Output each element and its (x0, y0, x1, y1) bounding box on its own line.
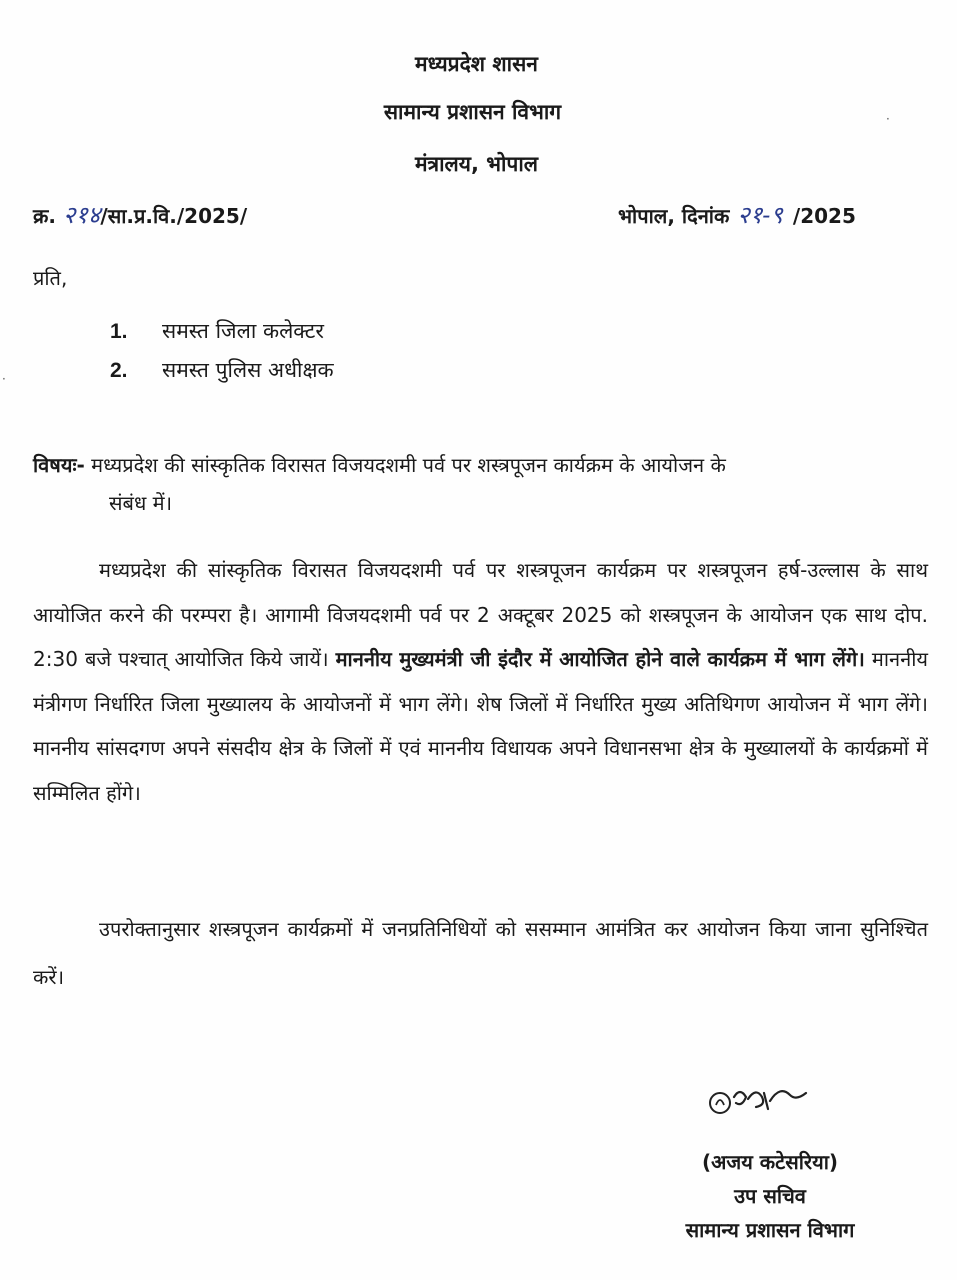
signatory-block (620, 1145, 920, 1247)
reference-suffix: /सा.प्र.वि./2025/ (100, 204, 248, 228)
recipient-text: समस्त पुलिस अधीक्षक (162, 358, 334, 382)
recipient-text: समस्त जिला कलेक्टर (162, 319, 324, 343)
signature-icon (704, 1075, 814, 1125)
header-government: मध्यप्रदेश शासन (415, 52, 538, 76)
reference-handwritten-number: २१४ (62, 201, 101, 229)
stray-mark: · (2, 372, 6, 386)
stray-mark: · (886, 112, 890, 126)
date-prefix: भोपाल, दिनांक (618, 204, 730, 228)
para1-bold-text: माननीय मुख्यमंत्री जी इंदौर में आयोजित होने वाले कार्यक्रम में भाग लेंगे। (335, 647, 865, 671)
signatory-name: (अजय कटेसरिया) (701, 1150, 839, 1174)
reference-prefix: क्र. (33, 204, 56, 228)
subject-line-1: मध्यप्रदेश की सांस्कृतिक विरासत विजयदशमी पर्व पर शस्त्रपूजन कार्यक्रम के आयोजन के (91, 453, 726, 477)
header-department: सामान्य प्रशासन विभाग (383, 100, 562, 124)
body-paragraph-2: उपरोक्तानुसार शस्त्रपूजन कार्यक्रमों में जनप्रतिनिधियों को ससम्मान आमंत्रित कर आयोजन किया जाना सुनिश्चित करें। (33, 917, 928, 989)
date-year: /2025 (792, 204, 856, 228)
subject-label: विषयः- (33, 453, 85, 477)
header-location: मंत्रालय, भोपाल (414, 152, 539, 176)
body-paragraph-1 (33, 548, 928, 815)
subject-block (33, 446, 893, 522)
recipient-item (110, 356, 334, 384)
date-handwritten: २१-९ (737, 201, 783, 229)
para1-text-start: मध्यप्रदेश की सांस्कृतिक विरासत विजयदशमी पर्व पर शस्त्रपूजन कार्यक्रम पर शस्त्रपूजन हर्ष-उल्लास के साथ आयोजित करने की परम्परा है। आगामी विजयदशमी पर्व पर 2 अक्टूबर 2025 को शस्त्रपूजन के आयोजन एक साथ दोप. 2:30 बजे पश्चात् आयोजित किये जायें। (33, 558, 928, 671)
recipient-number: 1. (110, 320, 128, 343)
signatory-designation: उप सचिव (734, 1184, 806, 1208)
letter-date (618, 198, 856, 231)
recipient-number: 2. (110, 359, 128, 382)
subject-line-2: संबंध में। (109, 491, 173, 515)
addressee-prati: प्रति, (33, 266, 68, 290)
reference-number (33, 198, 247, 231)
para1-text-end: माननीय मंत्रीगण निर्धारित जिला मुख्यालय के आयोजनों में भाग लेंगे। शेष जिलों में निर्धारित मुख्य अतिथिगण आयोजन में भाग लेंगे। माननीय सांसदगण अपने संसदीय क्षेत्र के जिलों में एवं माननीय विधायक अपने विधानसभा क्षेत्र के मुख्यालयों के कार्यक्रमों में सम्मिलित होंगे। (33, 647, 928, 805)
recipient-item (110, 317, 324, 345)
signatory-department: सामान्य प्रशासन विभाग (685, 1218, 855, 1242)
